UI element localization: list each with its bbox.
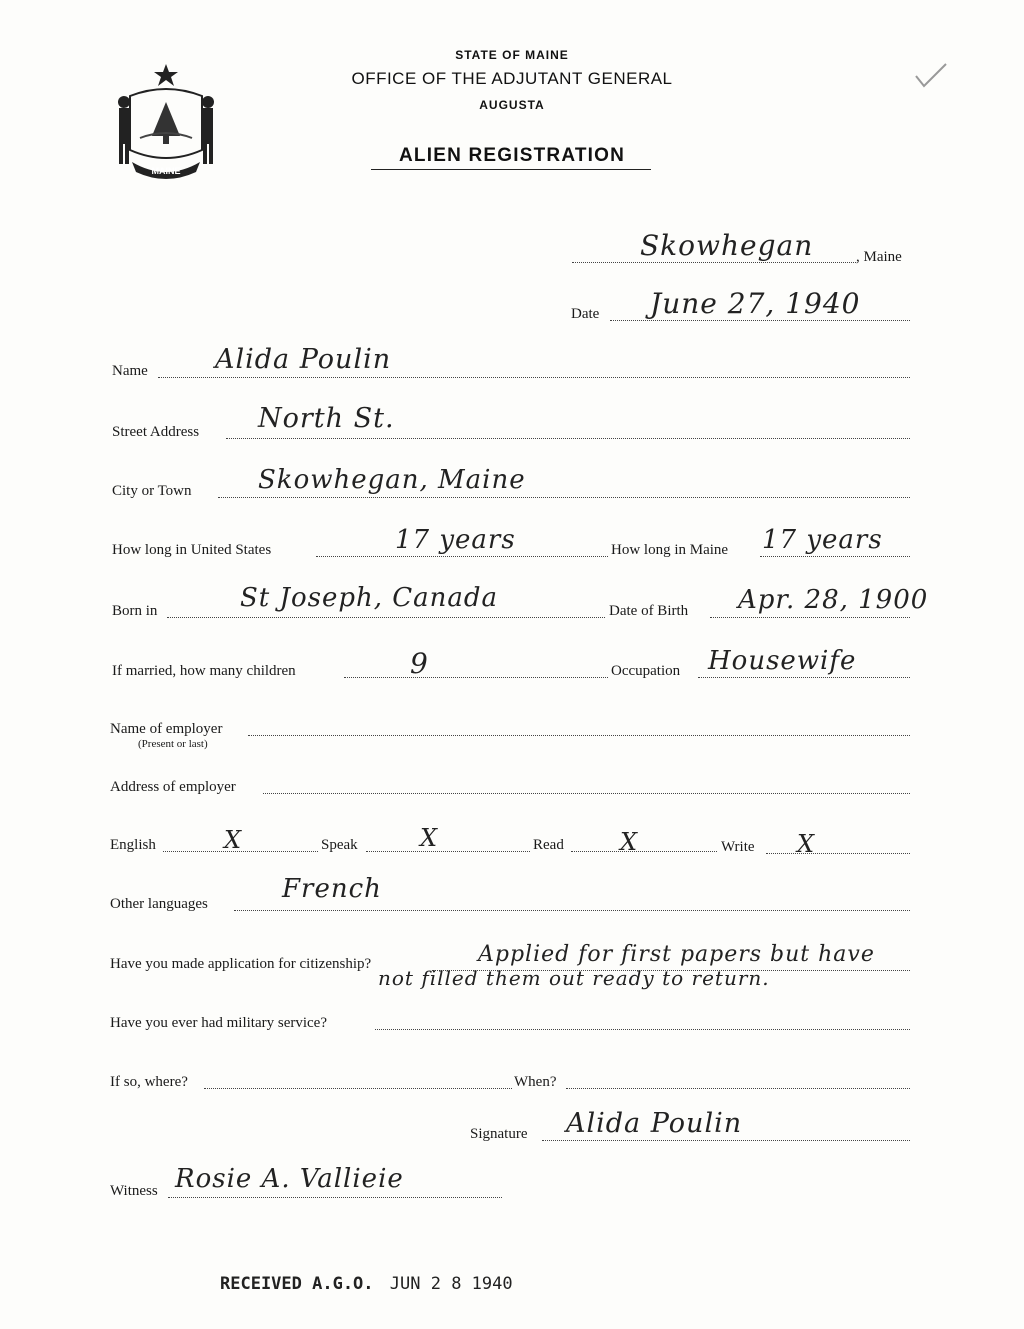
where-line (204, 1088, 512, 1089)
signature-line (542, 1140, 910, 1141)
occupation-value: Housewife (708, 646, 857, 676)
born-value: St Joseph, Canada (240, 583, 499, 613)
check-mark-icon (910, 60, 950, 90)
employer-line (248, 735, 910, 736)
other-languages-label: Other languages (110, 896, 208, 912)
received-stamp-date: JUN 2 8 1940 (389, 1274, 513, 1294)
where-label: If so, where? (110, 1074, 188, 1090)
town-line (572, 262, 856, 263)
born-line (167, 617, 605, 618)
how-long-us-value: 17 years (395, 525, 516, 555)
dob-line (710, 617, 910, 618)
write-mark: X (797, 830, 816, 858)
name-label: Name (112, 363, 148, 379)
form-title: ALIEN REGISTRATION (398, 145, 626, 166)
employer-address-label: Address of employer (110, 779, 236, 795)
date-line (610, 320, 910, 321)
street-value: North St. (258, 403, 395, 434)
when-line (566, 1088, 910, 1089)
title-underline (371, 169, 651, 170)
witness-line (168, 1197, 502, 1198)
town-value: Skowhegan (640, 229, 814, 262)
born-label: Born in (112, 603, 158, 619)
english-label: English (110, 837, 156, 853)
signature-label: Signature (470, 1126, 528, 1142)
name-line (158, 377, 910, 378)
employer-sublabel: (Present or last) (138, 738, 208, 750)
citizenship-value-line1: Applied for first papers but have (478, 942, 875, 967)
received-stamp (220, 1274, 513, 1294)
employer-address-line (263, 793, 910, 794)
street-line (226, 438, 910, 439)
employer-label: Name of employer (110, 721, 223, 737)
witness-label: Witness (110, 1183, 158, 1199)
other-languages-value: French (282, 874, 382, 904)
name-value: Alida Poulin (215, 344, 392, 375)
read-line (571, 851, 717, 852)
svg-text:MAINE: MAINE (151, 166, 181, 176)
header-office: OFFICE OF THE ADJUTANT GENERAL (351, 69, 673, 88)
citizenship-value-line2: not filled them out ready to return. (378, 966, 770, 990)
city-line (218, 497, 910, 498)
occupation-line (698, 677, 910, 678)
children-value: 9 (410, 647, 429, 680)
write-line (766, 853, 910, 854)
other-languages-line (234, 910, 910, 911)
date-label: Date (571, 306, 600, 322)
dob-label: Date of Birth (609, 603, 689, 619)
how-long-maine-value: 17 years (762, 525, 883, 555)
witness-value: Rosie A. Vallieie (175, 1164, 404, 1194)
when-label: When? (514, 1074, 557, 1090)
how-long-us-label: How long in United States (112, 542, 272, 558)
how-long-maine-label: How long in Maine (611, 542, 729, 558)
children-line (344, 677, 608, 678)
dob-value: Apr. 28, 1900 (738, 585, 929, 615)
received-stamp-label: RECEIVED A.G.O. (220, 1274, 374, 1294)
military-line (375, 1029, 910, 1030)
header-city: AUGUSTA (479, 98, 545, 112)
how-long-us-line (316, 556, 608, 557)
read-mark: X (620, 828, 639, 856)
children-label: If married, how many children (112, 663, 296, 679)
speak-mark: X (420, 824, 439, 852)
date-value: June 27, 1940 (650, 287, 861, 320)
signature-value: Alida Poulin (566, 1108, 743, 1139)
town-suffix: , Maine (856, 249, 902, 265)
english-mark: X (224, 826, 243, 854)
speak-line (366, 851, 530, 852)
occupation-label: Occupation (611, 663, 681, 679)
how-long-maine-line (760, 556, 910, 557)
write-label: Write (721, 839, 755, 855)
speak-label: Speak (321, 837, 358, 853)
citizenship-label: Have you made application for citizenship? (110, 956, 372, 972)
street-label: Street Address (112, 424, 200, 440)
military-label: Have you ever had military service? (110, 1015, 327, 1031)
header-state: STATE OF MAINE (455, 48, 569, 62)
city-label: City or Town (112, 483, 192, 499)
read-label: Read (533, 837, 564, 853)
city-value: Skowhegan, Maine (258, 465, 526, 495)
